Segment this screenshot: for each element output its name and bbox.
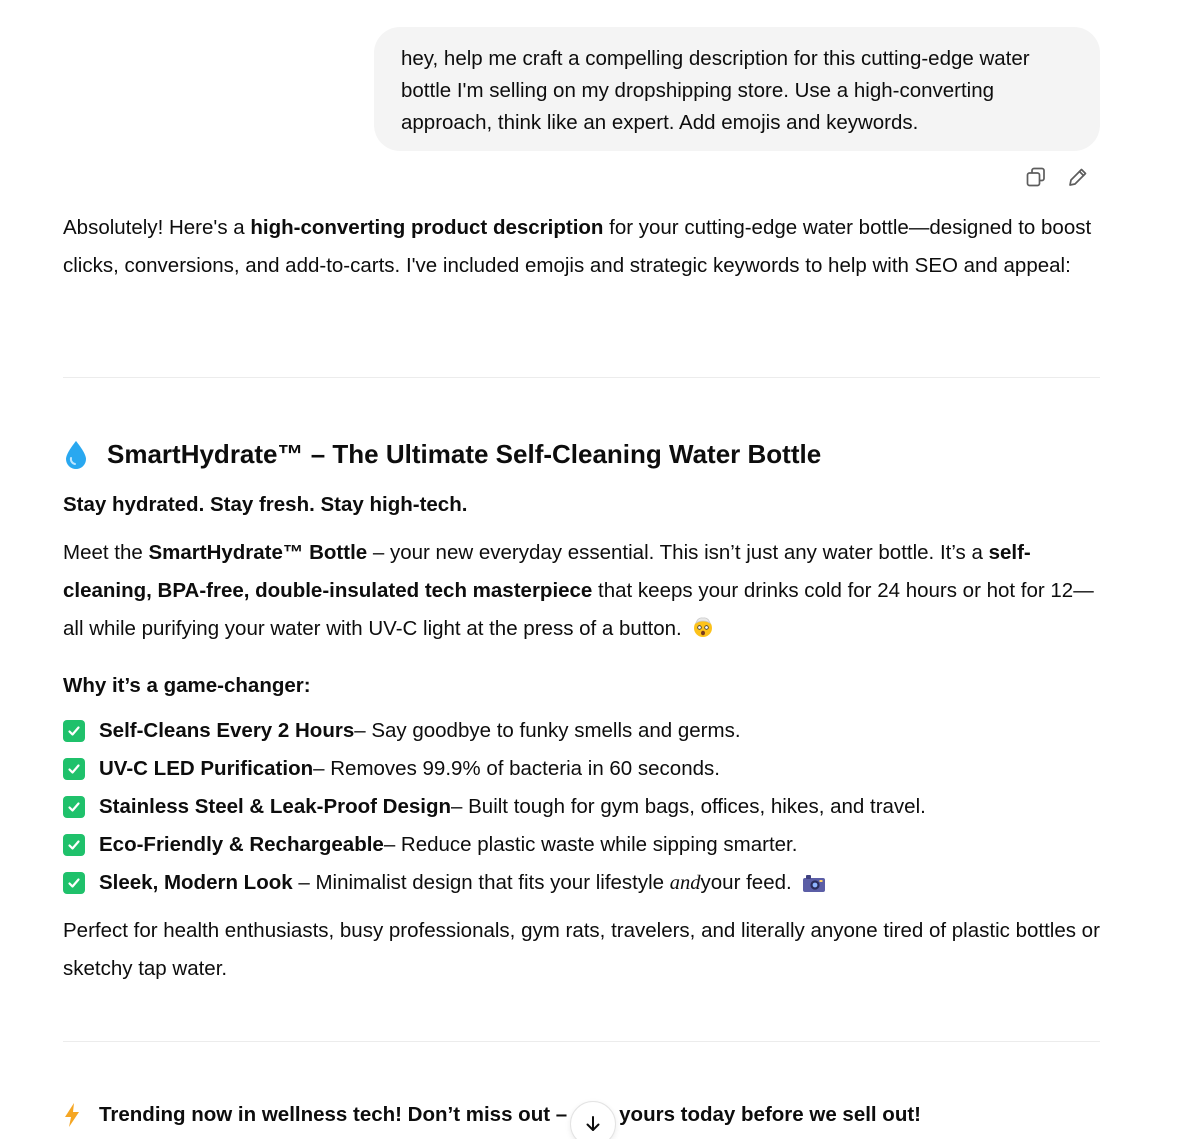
check-mark-icon — [63, 720, 85, 742]
meet-text-c: that keeps your drinks cold for 24 hours or hot for 12—all while purifying your water with UV-C light at the press of a button. — [63, 579, 1094, 640]
feature-desc: – Reduce plastic waste while sipping smarter. — [383, 833, 798, 856]
divider — [63, 1041, 1100, 1042]
feature-desc: – Minimalist design that fits your lifestyle — [292, 871, 670, 894]
check-mark-icon — [63, 758, 85, 780]
camera-emoji-icon — [802, 872, 826, 894]
copy-button[interactable] — [1024, 164, 1048, 190]
meet-text-a: Meet the — [63, 541, 149, 564]
why-title: Why it’s a game-changer: — [63, 674, 311, 697]
user-message-text: hey, help me craft a compelling description for this cutting-edge water bottle I'm selling on my dropshipping store. Use a high-converting approach, think like an expert. Add emojis and keywords. — [401, 47, 1030, 134]
feature-desc-end: your feed. — [700, 871, 792, 894]
copy-icon — [1025, 166, 1047, 188]
check-mark-icon — [63, 872, 85, 894]
list-item — [63, 864, 926, 902]
lightning-emoji-icon — [63, 1102, 89, 1128]
intro-text-end: for your cutting-edge water bottle—designed to boost clicks, conversions, and add-to-carts. I've included emojis and strategic keywords to help with SEO and appeal: — [63, 216, 1092, 277]
feature-desc: – Removes 99.9% of bacteria in 60 seconds. — [313, 757, 720, 780]
product-heading — [63, 434, 821, 474]
user-message-actions — [1024, 164, 1090, 190]
feature-title: Sleek, Modern Look — [99, 871, 293, 894]
intro-bold: high-converting product description — [250, 216, 604, 239]
edit-message-button[interactable] — [1066, 164, 1090, 190]
edit-pencil-icon — [1067, 166, 1089, 188]
product-heading-text: SmartHydrate™ – The Ultimate Self-Cleaning Water Bottle — [107, 439, 822, 469]
user-message-bubble — [374, 27, 1100, 151]
feature-desc: – Say goodbye to funky smells and germs. — [354, 719, 741, 742]
feature-desc: – Built tough for gym bags, offices, hikes, and travel. — [451, 795, 926, 818]
feature-desc-italic: and — [669, 872, 701, 894]
list-item — [63, 750, 926, 788]
exploding-head-emoji-icon — [691, 615, 715, 639]
feature-list — [63, 712, 926, 902]
check-mark-icon — [63, 796, 85, 818]
divider — [63, 377, 1100, 378]
tagline: Stay hydrated. Stay fresh. Stay high-tech. — [63, 493, 468, 516]
intro-paragraph — [63, 209, 1103, 285]
meet-bold-features: self-cleaning, BPA-free, double-insulated tech masterpiece — [63, 541, 1031, 602]
trending-text-b: yours today before we sell out! — [619, 1103, 922, 1126]
check-mark-icon — [63, 834, 85, 856]
feature-title: Eco-Friendly & Rechargeable — [99, 833, 384, 856]
trending-text-a: Trending now in wellness tech! Don’t miss out – — [99, 1103, 568, 1126]
list-item — [63, 826, 926, 864]
intro-text: Absolutely! Here's a — [63, 216, 251, 239]
list-item — [63, 712, 926, 750]
arrow-down-icon — [583, 1114, 603, 1134]
feature-title: Self-Cleans Every 2 Hours — [99, 719, 355, 742]
assistant-intro — [63, 209, 1103, 285]
feature-title: Stainless Steel & Leak-Proof Design — [99, 795, 452, 818]
droplet-emoji-icon — [63, 439, 99, 469]
scroll-to-bottom-button[interactable] — [570, 1101, 616, 1139]
perfect-paragraph: Perfect for health enthusiasts, busy professionals, gym rats, travelers, and literally anyone tired of plastic bottles or sketchy tap water. — [63, 919, 1100, 980]
list-item — [63, 788, 926, 826]
meet-bold-product: SmartHydrate™ Bottle — [148, 541, 368, 564]
trending-line — [63, 1098, 921, 1132]
meet-paragraph — [63, 534, 1103, 648]
meet-text-b: – your new everyday essential. This isn’t just any water bottle. It’s a — [367, 541, 989, 564]
feature-title: UV-C LED Purification — [99, 757, 314, 780]
